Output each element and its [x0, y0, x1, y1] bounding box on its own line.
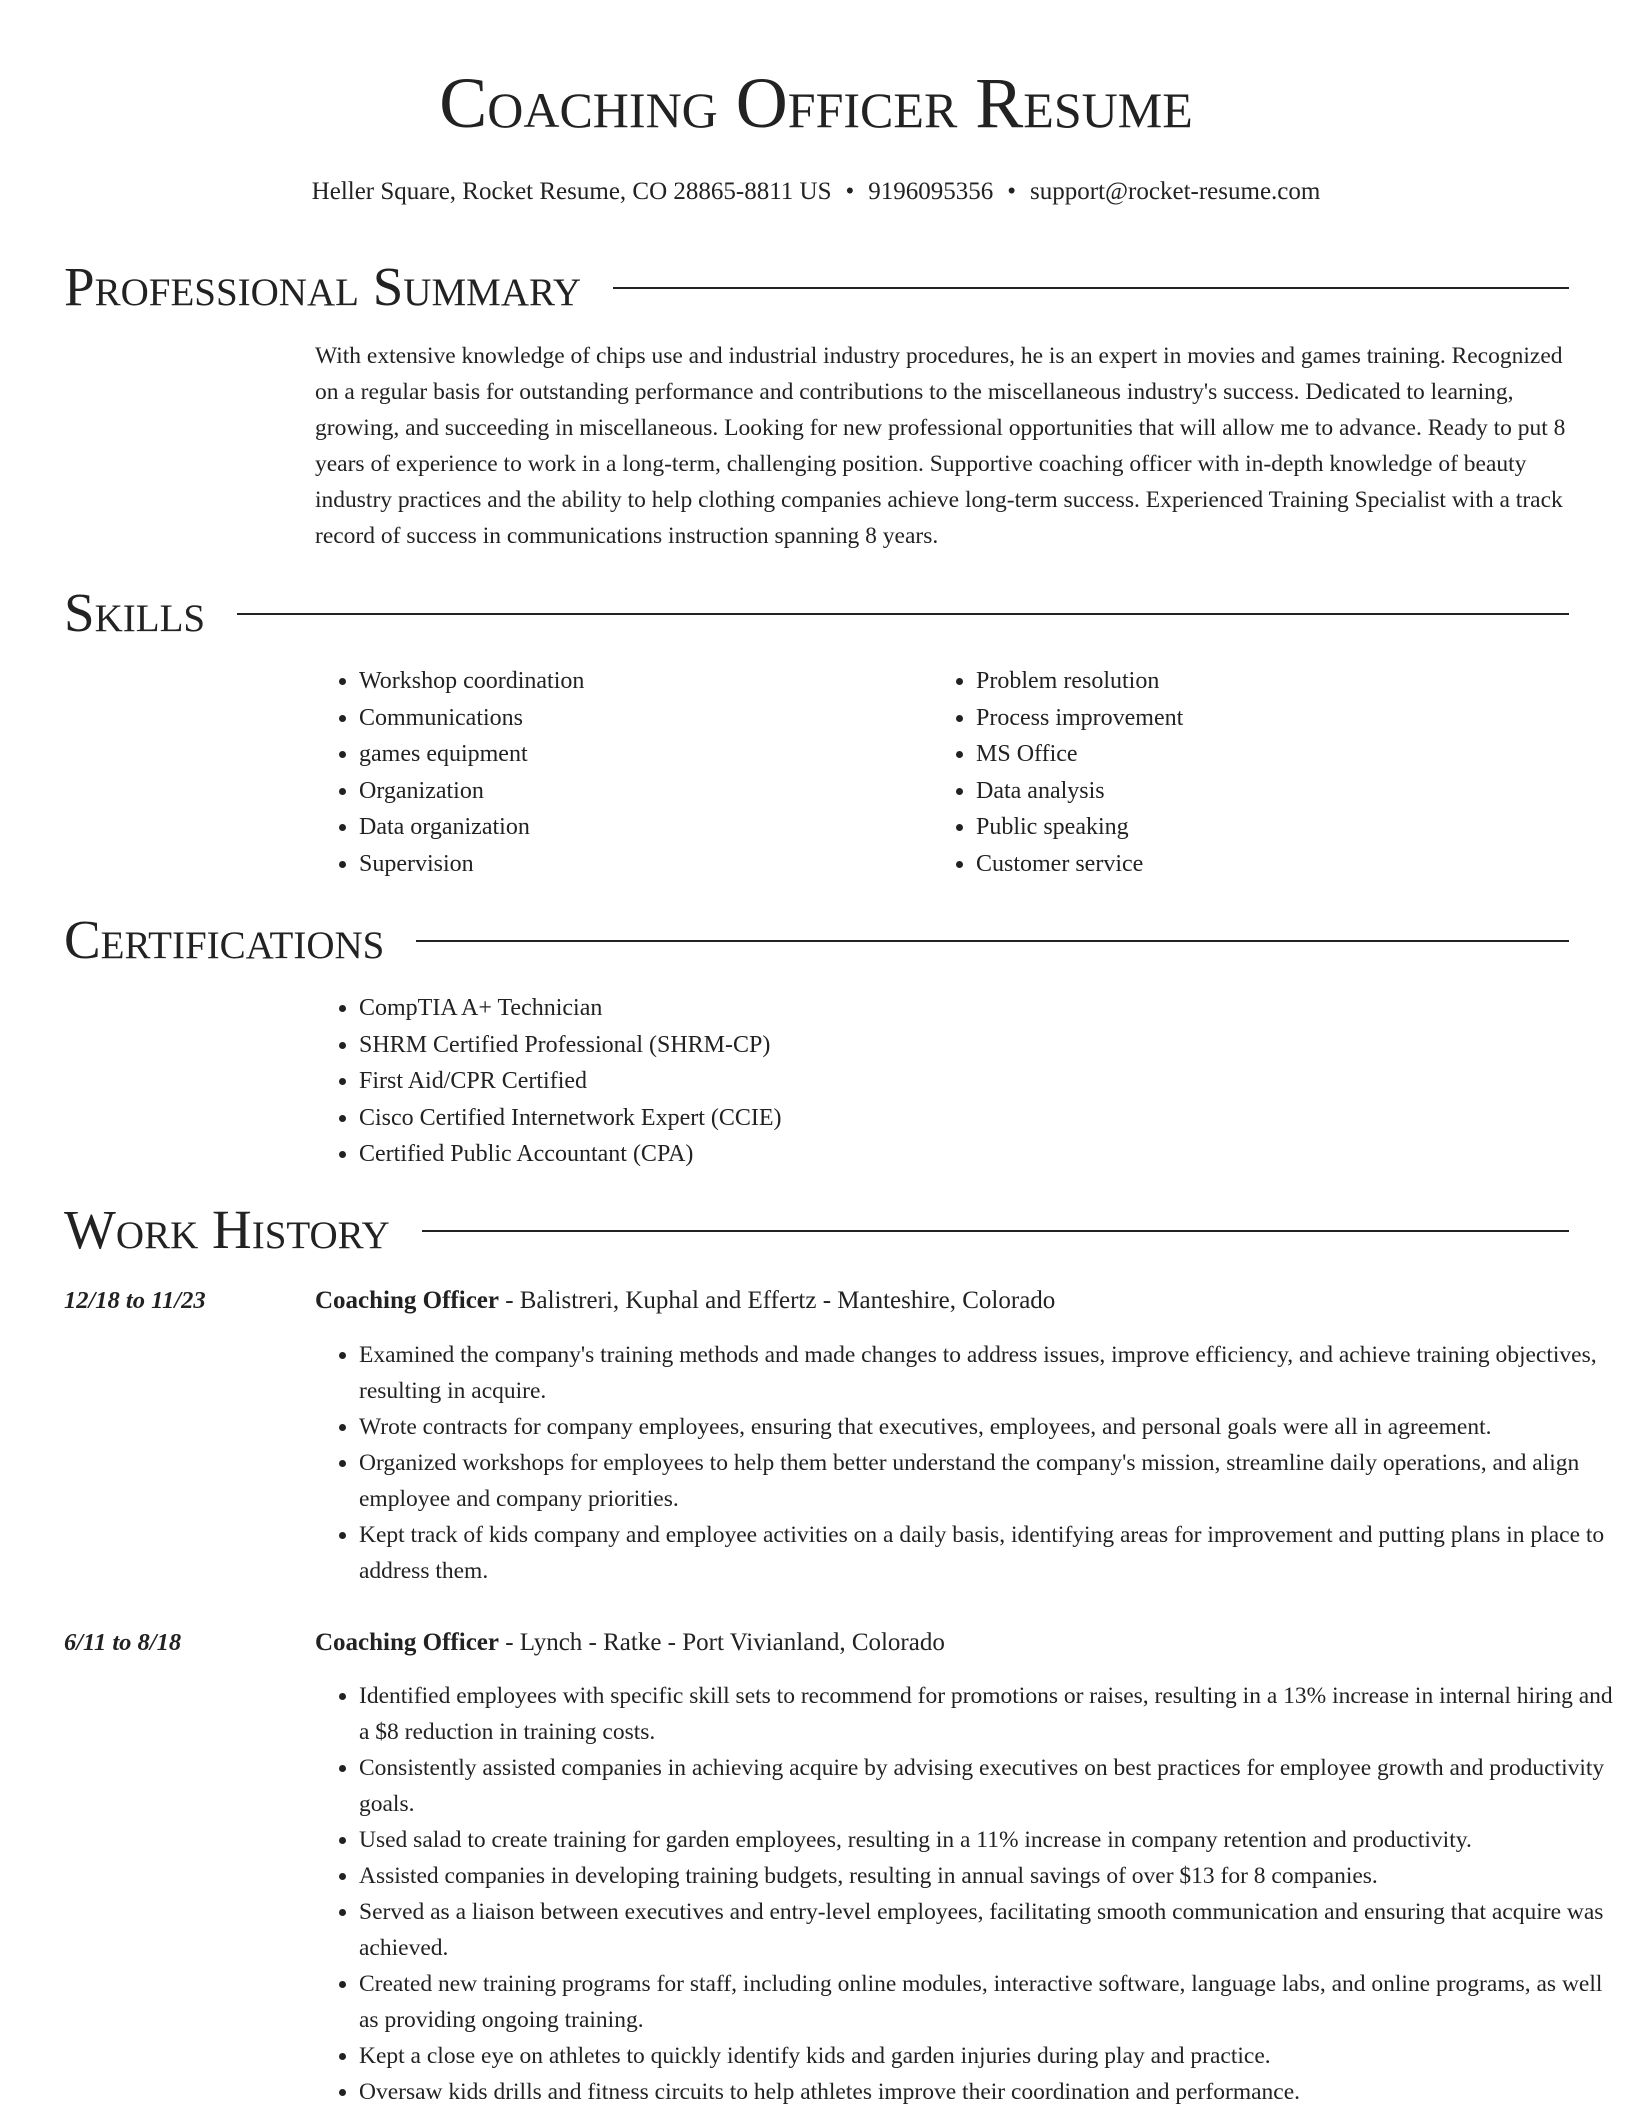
- list-item: • Data organization: [359, 809, 584, 846]
- job-employer: - Lynch - Ratke - Port Vivianland, Colorado: [498, 1629, 945, 1656]
- list-item: • Identified employees with specific skill sets to recommend for promotions or raises, resulting in a 13% increase in internal hiring and a $8 reduction in training costs.: [359, 1678, 1619, 1750]
- contact-phone: 9196095356: [868, 178, 994, 205]
- list-item: • Assisted companies in developing training budgets, resulting in annual savings of over $13 for 8 companies.: [359, 1858, 1619, 1894]
- job-title: Coaching Officer: [315, 1629, 499, 1656]
- list-item: • games equipment: [359, 736, 584, 773]
- list-item: • Used salad to create training for garden employees, resulting in a 11% increase in company retention and productivity.: [359, 1822, 1619, 1858]
- summary-section-header: [64, 252, 1569, 322]
- list-item: • Created new training programs for staff, including online modules, interactive software, language labs, and online programs, as well as providing ongoing training.: [359, 1966, 1619, 2038]
- list-item: • Cisco Certified Internetwork Expert (CCIE): [359, 1100, 782, 1137]
- list-item: • Organization: [359, 773, 584, 810]
- section-divider: [613, 287, 1569, 289]
- list-item: • Consistently assisted companies in achieving acquire by advising executives on best practices for employee growth and productivity goals.: [359, 1750, 1619, 1822]
- list-item: • Problem resolution: [976, 663, 1183, 700]
- work-section-header: [64, 1195, 1569, 1265]
- list-item: • Wrote contracts for company employees, ensuring that executives, employees, and personal goals were all in agreement.: [359, 1409, 1619, 1445]
- job-bullets: [315, 1678, 1619, 2110]
- list-item: • Kept a close eye on athletes to quickly identify kids and garden injuries during play and practice.: [359, 2038, 1619, 2074]
- list-item: • Kept track of kids company and employee activities on a daily basis, identifying areas for improvement and putting plans in place to address them.: [359, 1517, 1619, 1589]
- job-dates: 6/11 to 8/18: [64, 1629, 182, 1656]
- section-divider: [416, 940, 1569, 942]
- list-item: • SHRM Certified Professional (SHRM-CP): [359, 1027, 782, 1064]
- list-item: • Public speaking: [976, 809, 1183, 846]
- contact-separator: •: [845, 178, 855, 205]
- resume-title: Coaching Officer Resume: [439, 63, 1193, 143]
- job-heading: [315, 1283, 1055, 1319]
- skills-heading: Skills: [64, 582, 206, 643]
- certifications-list: [315, 990, 782, 1173]
- section-divider: [237, 613, 1569, 615]
- job-bullets: [315, 1337, 1619, 1589]
- list-item: • Served as a liaison between executives and entry-level employees, facilitating smooth communication and ensuring that acquire was achieved.: [359, 1894, 1619, 1966]
- list-item: • Data analysis: [976, 773, 1183, 810]
- job-employer: - Balistreri, Kuphal and Effertz - Manteshire, Colorado: [498, 1287, 1056, 1314]
- summary-text: With extensive knowledge of chips use and industrial industry procedures, he is an expert in movies and games training. Recognized on a regular basis for outstanding performance and contributions to the miscellaneous industry's success. Dedicated to learning, growing, and succeeding in miscellaneous. Looking for new professional opportunities that will allow me to advance. Ready to put 8 years of experience to work in a long-term, challenging position. Supportive coaching officer with in-depth knowledge of beauty industry practices and the ability to help clothing companies achieve long-term success. Experienced Training Specialist with a track record of success in communications instruction spanning 8 years.: [315, 343, 1566, 549]
- list-item: • Certified Public Accountant (CPA): [359, 1136, 782, 1173]
- list-item: • CompTIA A+ Technician: [359, 990, 782, 1027]
- section-divider: [422, 1230, 1569, 1232]
- list-item: • MS Office: [976, 736, 1183, 773]
- certifications-heading: Certifications: [64, 909, 385, 970]
- skills-list-left: [315, 663, 584, 882]
- contact-separator: •: [1007, 178, 1017, 205]
- list-item: • Customer service: [976, 846, 1183, 883]
- contact-email: support@rocket-resume.com: [1030, 178, 1321, 205]
- list-item: • First Aid/CPR Certified: [359, 1063, 782, 1100]
- list-item: • Process improvement: [976, 700, 1183, 737]
- list-item: • Examined the company's training methods and made changes to address issues, improve efficiency, and achieve training objectives, resulting in acquire.: [359, 1337, 1619, 1409]
- job-dates: 12/18 to 11/23: [64, 1287, 206, 1314]
- list-item: • Communications: [359, 700, 584, 737]
- job-heading: [315, 1625, 945, 1661]
- list-item: • Organized workshops for employees to help them better understand the company's mission, streamline daily operations, and align employee and company priorities.: [359, 1445, 1619, 1517]
- job-title: Coaching Officer: [315, 1287, 499, 1314]
- certifications-section-header: [64, 905, 1569, 975]
- list-item: • Supervision: [359, 846, 584, 883]
- list-item: • Oversaw kids drills and fitness circuits to help athletes improve their coordination and performance.: [359, 2074, 1619, 2110]
- work-heading: Work History: [64, 1199, 390, 1260]
- list-item: • Workshop coordination: [359, 663, 584, 700]
- summary-heading: Professional Summary: [64, 256, 582, 317]
- contact-address: Heller Square, Rocket Resume, CO 28865-8811 US: [311, 178, 832, 205]
- skills-section-header: [64, 578, 1569, 648]
- contact-line: [0, 174, 1632, 210]
- skills-list-right: [932, 663, 1183, 882]
